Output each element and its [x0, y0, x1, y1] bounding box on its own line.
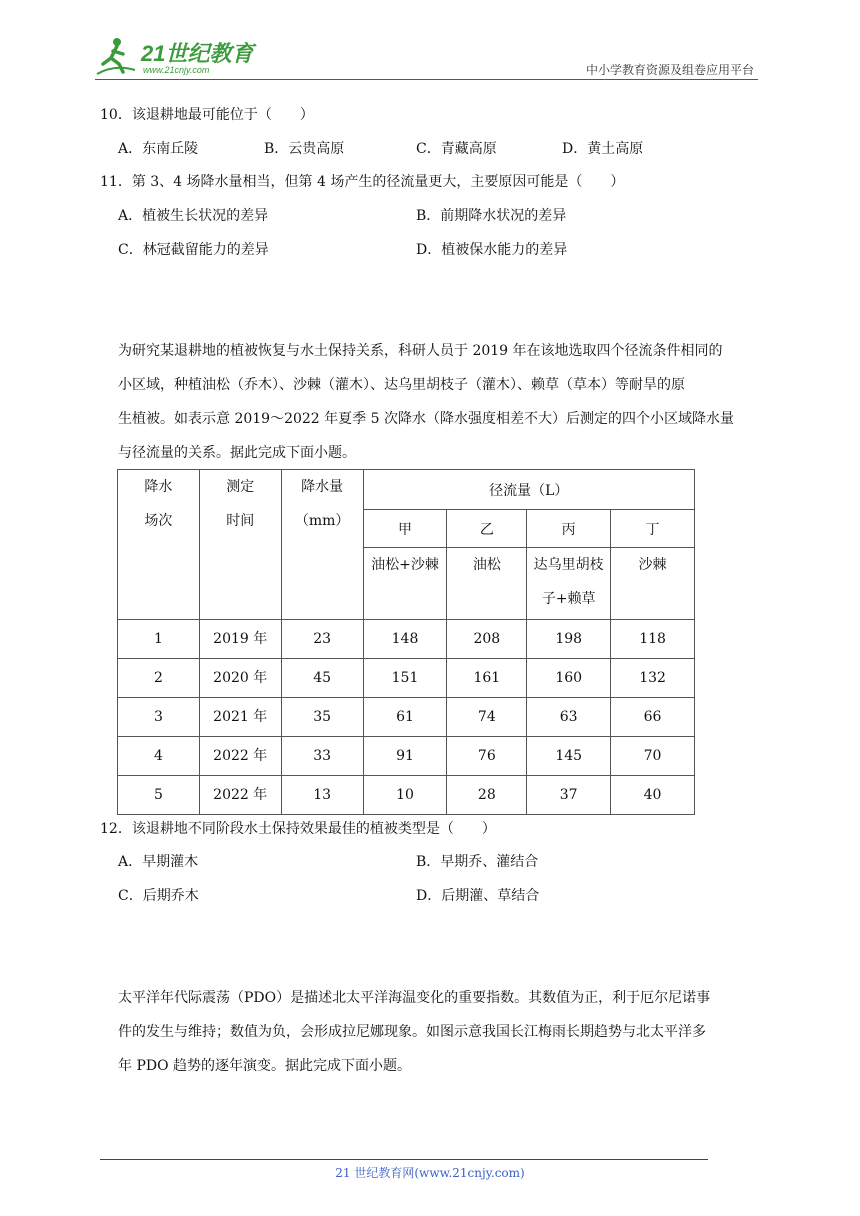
table-cell: 118 [611, 620, 695, 659]
q11-option-c: C．林冠截留能力的差异 [118, 242, 269, 258]
question-10-stem: 10．该退耕地最可能位于（ ） [100, 107, 314, 123]
veg-yi: 油松 [447, 548, 527, 620]
passage-2 [118, 981, 763, 1083]
q12-option-c: C．后期乔木 [118, 888, 199, 904]
table-cell: 3 [118, 698, 200, 737]
header-plot-ding: 丁 [611, 510, 695, 548]
table-cell: 4 [118, 737, 200, 776]
question-12-stem: 12．该退耕地不同阶段水土保持效果最佳的植被类型是（ ） [100, 821, 496, 837]
passage-1-line: 为研究某退耕地的植被恢复与水土保持关系，科研人员于 2019 年在该地选取四个径流条件相同的 [118, 343, 723, 359]
table-cell: 2 [118, 659, 200, 698]
table-row [118, 776, 695, 815]
header-runoff: 径流量（L） [363, 470, 694, 510]
table-row [118, 698, 695, 737]
passage-1-line: 小区域，种植油松（乔木）、沙棘（灌木）、达乌里胡枝子（灌木）、赖草（草本）等耐旱的原 [118, 377, 685, 393]
table-cell: 160 [527, 659, 611, 698]
table-cell: 148 [363, 620, 447, 659]
page-header [95, 30, 758, 80]
q12-option-b: B．早期乔、灌结合 [416, 854, 539, 870]
table-cell: 132 [611, 659, 695, 698]
question-11-stem: 11．第 3、4 场降水量相当，但第 4 场产生的径流量更大，主要原因可能是（ ） [100, 174, 625, 190]
table-body [118, 620, 695, 815]
header-plot-bing: 丙 [527, 510, 611, 548]
table-cell: 28 [447, 776, 527, 815]
q11-option-d: D．植被保水能力的差异 [416, 242, 568, 258]
logo-url: www.21cnjy.com [143, 65, 210, 75]
passage-2-line: 件的发生与维持；数值为负，会形成拉尼娜现象。如图示意我国长江梅雨长期趋势与北太平洋多 [118, 1024, 706, 1040]
table-cell: 23 [281, 620, 363, 659]
site-logo [95, 34, 265, 76]
q12-option-a: A．早期灌木 [118, 854, 199, 870]
q12-option-d: D．后期灌、草结合 [416, 888, 540, 904]
q10-option-c: C．青藏高原 [416, 141, 497, 157]
header-plot-yi: 乙 [447, 510, 527, 548]
table-cell: 76 [447, 737, 527, 776]
table-cell: 70 [611, 737, 695, 776]
table-cell: 10 [363, 776, 447, 815]
logo-text: 21世纪教育 [141, 41, 254, 66]
passage-1-line: 与径流量的关系。据此完成下面小题。 [118, 445, 356, 461]
header-time: 测定 时间 [199, 470, 281, 620]
table-cell: 37 [527, 776, 611, 815]
q10-option-b: B．云贵高原 [264, 141, 345, 157]
q11-option-b: B．前期降水状况的差异 [416, 208, 567, 224]
passage-1 [118, 334, 763, 470]
table-cell: 2022 年 [199, 737, 281, 776]
q10-option-a: A．东南丘陵 [118, 141, 199, 157]
table-cell: 161 [447, 659, 527, 698]
passage-1-line: 生植被。如表示意 2019～2022 年夏季 5 次降水（降水强度相差不大）后测定的四个小区域降水量 [118, 411, 734, 427]
table-cell: 1 [118, 620, 200, 659]
table-cell: 91 [363, 737, 447, 776]
header-plot-jia: 甲 [363, 510, 447, 548]
footer-divider [100, 1159, 708, 1160]
table-cell: 208 [447, 620, 527, 659]
veg-ding: 沙棘 [611, 548, 695, 620]
veg-jia: 油松+沙棘 [363, 548, 447, 620]
table-row [118, 737, 695, 776]
table-cell: 13 [281, 776, 363, 815]
header-divider [95, 79, 758, 80]
table-cell: 61 [363, 698, 447, 737]
table-cell: 145 [527, 737, 611, 776]
table-cell: 40 [611, 776, 695, 815]
table-cell: 2020 年 [199, 659, 281, 698]
veg-bing: 达乌里胡枝子+赖草 [527, 548, 611, 620]
table-cell: 74 [447, 698, 527, 737]
passage-2-line: 年 PDO 趋势的逐年演变。据此完成下面小题。 [118, 1058, 412, 1074]
runoff-table [117, 469, 695, 815]
table-cell: 2022 年 [199, 776, 281, 815]
footer-source: 21 世纪教育网(www.21cnjy.com) [335, 1166, 525, 1180]
platform-name: 中小学教育资源及组卷应用平台 [585, 63, 754, 77]
q10-option-d: D．黄土高原 [562, 141, 644, 157]
table-cell: 33 [281, 737, 363, 776]
table-row [118, 659, 695, 698]
q11-option-a: A．植被生长状况的差异 [118, 208, 269, 224]
table-cell: 198 [527, 620, 611, 659]
passage-2-line: 太平洋年代际震荡（PDO）是描述北太平洋海温变化的重要指数。其数值为正，利于厄尔尼诺事 [118, 990, 711, 1006]
table-cell: 35 [281, 698, 363, 737]
table-cell: 5 [118, 776, 200, 815]
table-row [118, 620, 695, 659]
table-cell: 66 [611, 698, 695, 737]
table-cell: 45 [281, 659, 363, 698]
table-cell: 151 [363, 659, 447, 698]
table-cell: 2019 年 [199, 620, 281, 659]
table-cell: 2021 年 [199, 698, 281, 737]
header-round: 降水 场次 [118, 470, 200, 620]
table-cell: 63 [527, 698, 611, 737]
header-rainfall: 降水量 （mm） [281, 470, 363, 620]
